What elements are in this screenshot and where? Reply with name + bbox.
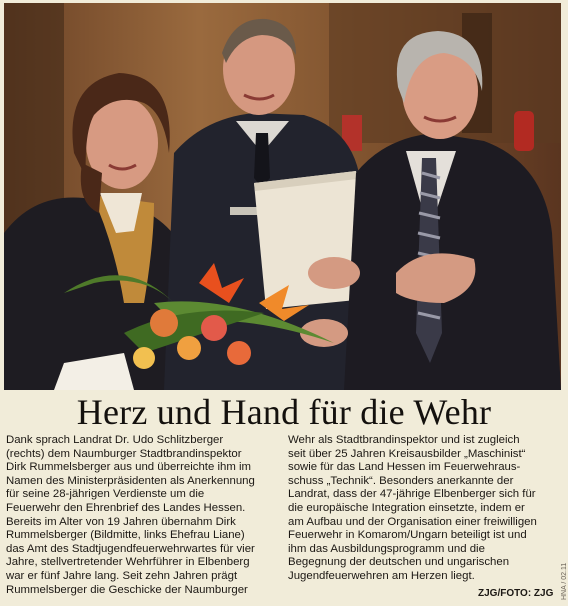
article-headline: Herz und Hand für die Wehr	[76, 392, 492, 432]
text-line: Jahre, stellvertretender Wehrführer in Elbenberg	[6, 556, 250, 569]
text-line: Bereits im Alter von 19 Jahren übernahm Dirk	[6, 515, 236, 528]
certificate-paper	[254, 171, 366, 309]
text-line: das Amt des Stadtjugendfeuerwehrwartes für vier	[6, 542, 255, 555]
text-line: Namen des Ministerpräsidenten als Anerkennung	[6, 474, 255, 487]
edge-mark: HNA / 02.11	[561, 562, 568, 600]
text-line: sowie für das Land Hessen im Feuerwehraus-	[288, 461, 521, 474]
article-text-left-column	[6, 434, 282, 597]
text-line: Dirk Rummelsberger aus und überreichte ihm im	[6, 461, 251, 474]
text-line: am Aufbau und der Organisation einer freiwilligen	[288, 515, 537, 528]
text-line: Feuerwehr den Ehrenbrief des Landes Hessen.	[6, 501, 246, 514]
text-line: (rechts) dem Naumburger Stadtbrandinspektor	[6, 447, 242, 460]
article-text-right-column	[288, 434, 562, 584]
text-line: Rummelsberger die Geschicke der Naumburger	[6, 583, 248, 596]
hand	[308, 257, 360, 289]
text-line: Jugendfeuerwehren am Herzen liegt.	[288, 569, 475, 582]
text-line: die europäische Integration einsetzte, indem er	[288, 501, 525, 514]
text-line: Begegnung der deutschen und ungarischen	[288, 556, 510, 569]
text-line: war er fünf Jahre lang. Seit zehn Jahren prägt	[6, 569, 238, 582]
text-line: für seine 28-jährigen Verdienste um die	[6, 488, 205, 501]
article-photo	[4, 3, 561, 390]
text-line: Feuerwehr in Komarom/Ungarn beteiligt ist und	[288, 529, 527, 542]
text-line: Rummelsberger (Bildmitte, links Ehefrau Liane)	[6, 529, 245, 542]
photo-illustration	[4, 3, 561, 390]
fire-extinguisher	[514, 111, 534, 151]
photo-credit: ZJG/FOTO: ZJG	[478, 588, 554, 599]
text-line: ihm das Ausbildungsprogramm und die	[288, 542, 485, 555]
text-line: seit über 25 Jahren Kreisausbilder „Maschinist“	[288, 447, 526, 460]
text-line: schuss „Technik“. Besonders anerkannte der	[288, 474, 514, 487]
text-line: Landrat, dass der 47-jährige Elbenberger sich für	[288, 488, 536, 501]
text-line: Dank sprach Landrat Dr. Udo Schlitzberger	[6, 434, 224, 446]
text-line: Wehr als Stadtbrandinspektor und ist zugleich	[288, 434, 520, 446]
